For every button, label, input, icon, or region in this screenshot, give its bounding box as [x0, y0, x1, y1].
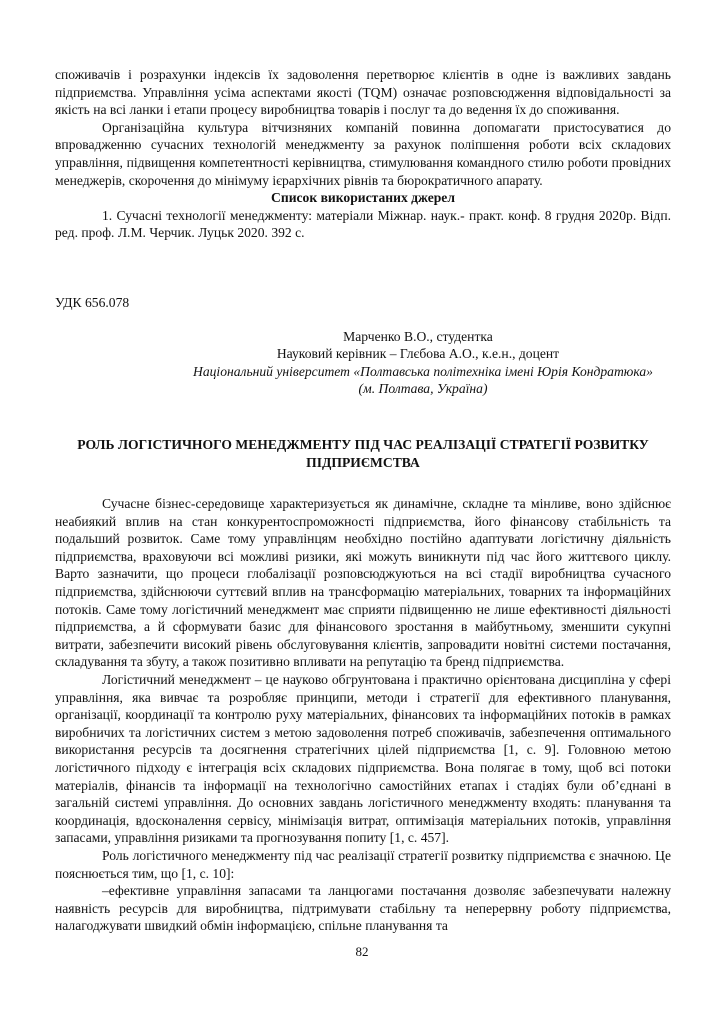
body-paragraph-2: Логістичний менеджмент – це науково обгрунтована і практично орієнтована дисципліна у сфері управління, яка вивчає та розробляє принципи, методи і стратегії для ефективного планування, організації, координації та контролю руху матеріальних, фінансових та інформаційних потоків в рамках виробничих та логістичних систем з метою задоволення потреб споживачів, забезпечення оптимального використання ресурсів та досягнення стратегічних цілей підприємства [1, с. 9]. Головною метою логістичного підходу є інтеграція всіх складових підприємства. Вона полягає в тому, щоб всі потоки матеріалів, фінансів та інформації на технологічно самостійних етапах і стадіях були об’єднані в загальній системі управління. До основних завдань логістичного менеджменту входять: планування та координація, вдосконалення сервісу, мінімізація витрат, оптимізація матеріальних потоків, управління запасами, управління ризиками та прогнозування попиту [1, с. 457].: [55, 672, 671, 846]
document-page: [55, 66, 671, 935]
affiliation-line: Національний університет «Полтавська політехніка імені Юрія Кондратюка»: [193, 363, 653, 379]
body-paragraph-4: –ефективне управління запасами та ланцюгами постачання дозволяє забезпечувати належну наявність ресурсів для виробництва, підтримувати стабільну та неперервну роботу підприємства, налагоджувати швидкий обмін інформацією, спільне планування та: [55, 883, 671, 934]
references-title: Список використаних джерел: [271, 190, 455, 206]
paragraph-org-culture: Організаційна культура вітчизняних компаній повинна допомагати пристосуватися до впровадженню сучасних технологій менеджменту за рахунок поліпшення роботи всіх складових управління, підвищення компетентності керівництва, стимулювання командного стилю роботи провідних менеджерів, скорочення до мінімуму ієрархічних рівнів та бюрократичного апарату.: [55, 119, 671, 188]
body-paragraph-1: Сучасне бізнес-середовище характеризується як динамічне, складне та мінливе, воно здійснює неабиякий вплив на стан конкурентоспроможності підприємства, його фінансову стабільність та подальший розвиток. Саме тому управлінцям необхідно постійно адаптувати логістичну діяльність підприємства, враховуючи всі можливі ризики, які можуть виникнути під час його життєвого циклу. Варто зазначити, що процеси глобалізації розповсюджуються на всі стадії виробництва сучасного підприємства, здійснюючи суттєвий вплив на трансформацію матеріальних, товарних та інформаційних потоків. Саме тому логістичний менеджмент має сприяти підвищенню не лише ефективності діяльності підприємства, а й сформувати базис для фінансового зростання в майбутньому, зменшити сукупні витрати, забезпечити високий рівень обслуговування клієнтів, запровадити новітні системи постачання, складування та збуту, а також позитивно впливати на репутацію та бренд підприємства.: [55, 496, 671, 670]
reference-item: 1. Сучасні технології менеджменту: матеріали Міжнар. наук.- практ. конф. 8 грудня 2020р. Відп. ред. проф. Л.М. Черчик. Луцьк 2020. 392 с.: [55, 207, 671, 241]
article-title: РОЛЬ ЛОГІСТИЧНОГО МЕНЕДЖМЕНТУ ПІД ЧАС РЕАЛІЗАЦІЇ СТРАТЕГІЇ РОЗВИТКУ ПІДПРИЄМСТВА: [77, 436, 649, 470]
location-line: (м. Полтава, Україна): [358, 381, 488, 397]
udk-code: УДК 656.078: [55, 294, 130, 310]
page-number: 82: [355, 944, 369, 959]
supervisor-line: Науковий керівник – Глєбова А.О., к.е.н., доцент: [276, 346, 560, 362]
author-line: Марченко В.О., студентка: [343, 328, 493, 344]
paragraph-continuation: споживачів і розрахунки індексів їх задоволення перетворює клієнтів в одне із важливих завдань підприємства. Управління усіма аспектами якості (TQM) означає розповсюдження відповідальності за якість на всі ланки і етапи процесу виробництва товарів і послуг та до ведення їх до споживання.: [55, 67, 671, 118]
body-paragraph-3: Роль логістичного менеджменту під час реалізації стратегії розвитку підприємства є значною. Це пояснюється тим, що [1, с. 10]:: [55, 847, 671, 881]
